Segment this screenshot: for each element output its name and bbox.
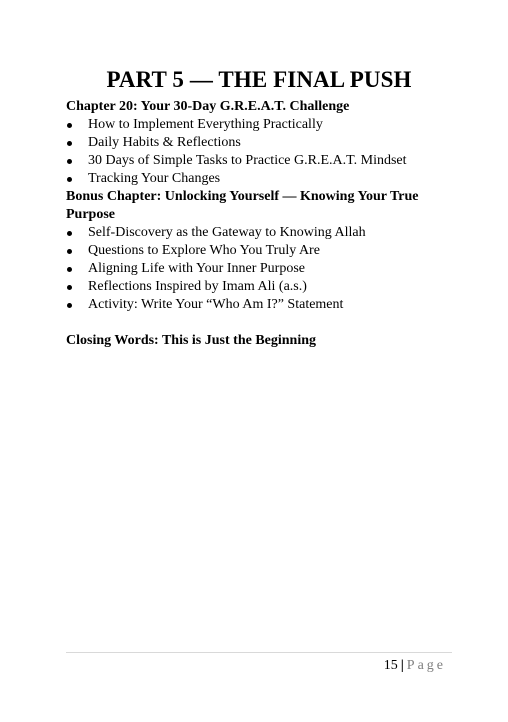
list-item [66, 242, 456, 260]
list-item-text: Tracking Your Changes [88, 171, 221, 186]
part-title: PART 5 — THE FINAL PUSH [106, 67, 412, 92]
bullet-icon [67, 123, 72, 128]
bonus-chapter-topics [66, 224, 456, 314]
bullet-icon [67, 141, 72, 146]
table-of-contents [66, 98, 456, 350]
footer-divider [66, 652, 452, 653]
bullet-icon [67, 285, 72, 290]
list-item-text: Aligning Life with Your Inner Purpose [88, 261, 305, 276]
bullet-icon [67, 267, 72, 272]
bullet-icon [67, 159, 72, 164]
closing-words-heading: Closing Words: This is Just the Beginning [66, 333, 317, 348]
list-item-text: Questions to Explore Who You Truly Are [88, 243, 320, 258]
footer-separator: | [400, 658, 404, 673]
list-item-text: Activity: Write Your “Who Am I?” Statement [88, 297, 344, 312]
list-item [66, 224, 456, 242]
bullet-icon [67, 249, 72, 254]
list-item-text: 30 Days of Simple Tasks to Practice G.R.E.A.T. Mindset [88, 153, 407, 168]
chapter-20-topics [66, 116, 456, 188]
list-item [66, 134, 456, 152]
list-item-text: Daily Habits & Reflections [88, 135, 241, 150]
section-spacer [66, 314, 456, 332]
list-item-text: Self-Discovery as the Gateway to Knowing Allah [88, 225, 366, 240]
list-item-text: Reflections Inspired by Imam Ali (a.s.) [88, 279, 307, 294]
page-number: 15 [383, 658, 398, 673]
list-item [66, 116, 456, 134]
bonus-chapter-heading: Bonus Chapter: Unlocking Yourself — Knowing Your True Purpose [66, 189, 419, 222]
bullet-icon [67, 231, 72, 236]
list-item [66, 260, 456, 278]
page-label: Page [406, 658, 446, 673]
list-item [66, 170, 456, 188]
bullet-icon [67, 177, 72, 182]
list-item [66, 296, 456, 314]
bullet-icon [67, 303, 72, 308]
list-item [66, 152, 456, 170]
chapter-20-heading: Chapter 20: Your 30-Day G.R.E.A.T. Challenge [66, 99, 350, 114]
list-item [66, 278, 456, 296]
list-item-text: How to Implement Everything Practically [88, 117, 323, 132]
page-footer [384, 657, 446, 675]
